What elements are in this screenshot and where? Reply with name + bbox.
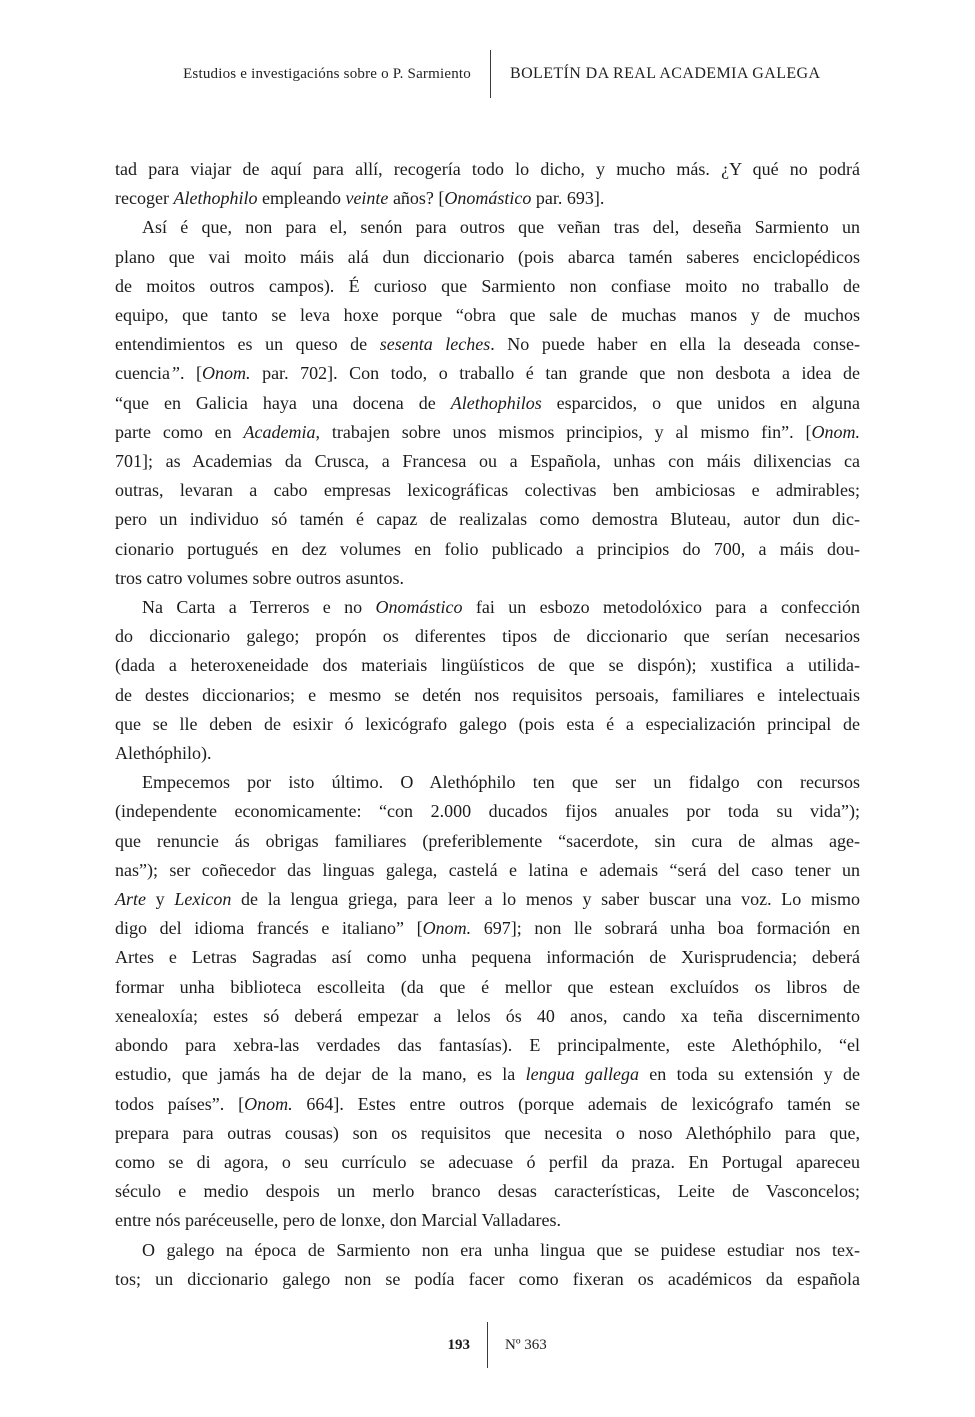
text-line: formar unha biblioteca escolleita (da que é mellor que estean excluídos os libros de	[115, 976, 860, 997]
text-line: estudio, que jamás ha de dejar de la mano, es la lengua gallega en toda su extensión y de	[115, 1064, 860, 1085]
running-head	[115, 50, 860, 98]
text-line: que se lle deben de esixir ó lexicógrafo galego (pois esta é a especialización principal de	[115, 713, 860, 734]
text-line: equipo, que tanto se leva hoxe porque “obra que sale de muchas manos y de muchos	[115, 305, 860, 326]
paragraph	[115, 768, 860, 1235]
text-line: tad para viajar de aquí para allí, recogería todo lo dicho, y mucho más. ¿Y qué no podrá	[115, 159, 860, 179]
text-line: Artes e Letras Sagradas así como unha pequena información de Xurisprudencia; deberá	[115, 947, 860, 968]
text-line: de moitos outros campos). É curioso que Sarmiento non confiase moito no traballo de	[115, 275, 860, 296]
text-line: parte como en Academia, trabajen sobre unos mismos principios, y al mismo fin”. [Onom.	[115, 421, 861, 442]
text-line: xenealoxía; estes só deberá empezar a lelos ós 40 anos, cando xa teña discernimento	[115, 1005, 860, 1026]
text-line: recoger Alethophilo empleando veinte años? [Onomástico par. 693].	[115, 188, 605, 209]
running-head-right: BOLETÍN DA REAL ACADEMIA GALEGA	[510, 65, 821, 82]
text-line: (independente economicamente: “con 2.000 ducados fijos anuales por toda su vida”);	[115, 801, 860, 822]
text-line: Alethóphilo).	[115, 743, 212, 764]
running-head-left: Estudios e investigacións sobre o P. Sarmiento	[183, 65, 471, 82]
text-line: Así é que, non para el, senón para outros que veñan tras del, deseña Sarmiento un	[142, 217, 860, 238]
page-footer	[115, 1322, 860, 1368]
paragraph	[115, 213, 860, 593]
text-line: de destes diccionarios; e mesmo se detén nos requisitos persoais, familiares e intelectuais	[115, 684, 860, 705]
text-line: Empecemos por isto último. O Alethóphilo ten que ser un fidalgo con recursos	[142, 772, 860, 793]
paragraph	[115, 593, 860, 768]
text-line: como se di agora, o seu currículo se adecuase ó perfil da praza. En Portugal apareceu	[115, 1151, 860, 1172]
text-line: tos; un diccionario galego non se podía facer como fixeran os académicos da española	[115, 1268, 860, 1289]
text-line: outras, levaran a cabo empresas lexicográficas colectivas ben ambiciosas e admirables;	[115, 480, 860, 501]
text-line: Arte y Lexicon de la lengua griega, para leer a lo menos y saber buscar una voz. Lo mismo	[115, 889, 860, 910]
text-line: abondo para xebra-las verdades das fantasías). E principalmente, este Alethóphilo, “el	[115, 1035, 860, 1056]
body-text	[115, 155, 860, 1294]
text-line: (dada a heteroxeneidade dos materiais lingüísticos de que se dispón); xustifica a utilida-	[115, 655, 860, 676]
page-number: 193	[447, 1336, 470, 1353]
text-line: 701]; as Academias da Crusca, a Francesa ou a Española, unhas con máis dilixencias ca	[115, 451, 860, 472]
text-line: entendimientos es un queso de sesenta leches. No puede haber en ella la deseada conse-	[115, 334, 860, 355]
text-line: prepara para outras cousas) son os requisitos que necesita o noso Alethóphilo para que,	[115, 1122, 860, 1143]
text-line: cionario portugués en dez volumes en folio publicado a principios do 700, a máis dou-	[115, 538, 860, 559]
text-line: século e medio despois un merlo branco desas características, Leite de Vasconcelos;	[115, 1181, 860, 1202]
text-line: “que en Galicia haya una docena de Alethophilos esparcidos, o que unidos en alguna	[115, 392, 860, 413]
text-line: entre nós paréceuselle, pero de lonxe, don Marcial Valladares.	[115, 1210, 561, 1231]
text-line: cuencia”. [Onom. par. 702]. Con todo, o traballo é tan grande que non desbota a idea de	[115, 363, 860, 384]
text-line: pero un individuo só tamén é capaz de realizalas como demostra Bluteau, autor dun dic-	[115, 509, 860, 530]
text-line: nas”); ser coñecedor das linguas galega, castelá e latina e ademais “será del caso tener un	[115, 859, 860, 880]
text-line: plano que vai moito máis alá dun diccionario (pois abarca tamén saberes enciclopédicos	[115, 246, 860, 267]
paragraph	[115, 1236, 860, 1294]
text-line: O galego na época de Sarmiento non era unha lingua que se puidese estudiar nos tex-	[142, 1239, 860, 1260]
text-line: todos países”. [Onom. 664]. Estes entre outros (porque ademais de lexicógrafo tamén se	[115, 1093, 860, 1114]
text-line: tros catro volumes sobre outros asuntos.	[115, 567, 404, 588]
text-line: do diccionario galego; propón os diferentes tipos de diccionario que serían necesarios	[115, 626, 860, 647]
issue-number: Nº 363	[505, 1336, 547, 1353]
paragraph	[115, 155, 860, 213]
text-line: que renuncie ás obrigas familiares (preferiblemente “sacerdote, sin cura de almas age-	[115, 830, 860, 851]
text-line: digo del idioma francés e italiano” [Onom. 697]; non lle sobrará unha boa formación en	[115, 918, 860, 939]
text-line: Na Carta a Terreros e no Onomástico fai un esbozo metodolóxico para a confección	[142, 597, 860, 618]
